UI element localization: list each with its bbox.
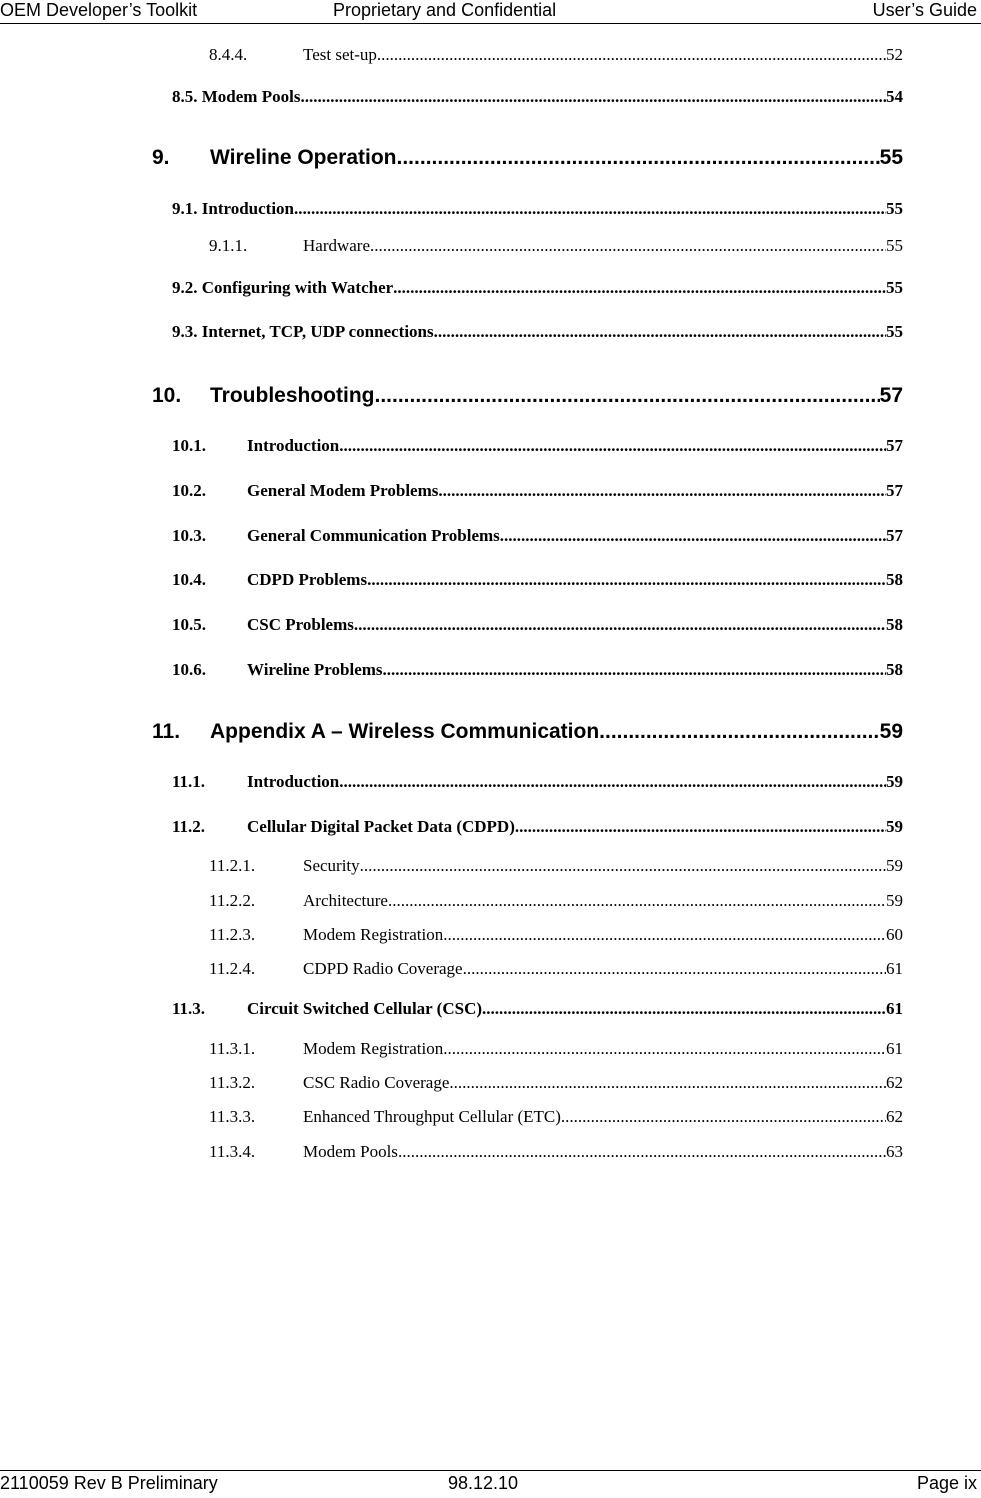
toc-entry-number: 10.6. (172, 660, 206, 679)
toc-entry-title: Introduction (247, 436, 340, 455)
dot-leader (360, 856, 886, 876)
toc-entry-title: General Communication Problems (247, 526, 500, 545)
toc-entry-number: 11.3. (172, 999, 206, 1018)
dot-leader (561, 1107, 886, 1127)
dot-leader (463, 959, 886, 979)
toc-entry-number: 11.2.2. (209, 891, 256, 910)
toc-entry-page: 62 (886, 1073, 903, 1092)
toc-entry-number: 10.5. (172, 615, 206, 634)
toc-entry-title: Introduction (247, 772, 340, 791)
page-footer (0, 1470, 981, 1498)
toc-entry-number: 11.2. (172, 817, 206, 836)
toc-entry-page: 61 (886, 999, 903, 1018)
toc-entry-number: 11.3.1. (209, 1039, 256, 1058)
toc-chapter-9[interactable] (152, 146, 903, 170)
toc-entry-10-4[interactable] (172, 570, 903, 590)
dot-leader (443, 925, 886, 945)
toc-entry-number: 11.1. (172, 772, 206, 791)
dot-leader (388, 891, 886, 911)
dot-leader (434, 322, 886, 342)
dot-leader (515, 817, 886, 837)
toc-entry-11-1[interactable] (172, 772, 903, 792)
toc-entry-title: Wireline Operation (210, 146, 397, 169)
toc-entry-title: Security (303, 856, 360, 875)
toc-entry-number: 10.2. (172, 481, 206, 500)
toc-entry-page: 59 (886, 891, 903, 910)
toc-entry-11-2-3[interactable] (209, 925, 903, 945)
footer-date: 98.12.10 (448, 1473, 519, 1493)
dot-leader (482, 999, 886, 1019)
toc-entry-page: 61 (886, 1039, 903, 1058)
toc-entry-title: Modem Registration (303, 925, 444, 944)
toc-entry-page: 55 (886, 199, 903, 218)
toc-entry-10-6[interactable] (172, 660, 903, 680)
toc-entry-page: 57 (886, 436, 903, 455)
dot-leader (354, 615, 886, 635)
toc-entry-page: 57 (886, 481, 903, 500)
toc-entry-title: Modem Pools (303, 1142, 398, 1161)
toc-chapter-11[interactable] (152, 720, 903, 744)
toc-entry-10-1[interactable] (172, 436, 903, 456)
toc-entry-page: 55 (879, 146, 903, 169)
toc-chapter-10[interactable] (152, 384, 903, 408)
dot-leader (397, 146, 880, 170)
footer-page-number: Page ix (916, 1473, 977, 1493)
toc-entry-page: 55 (886, 322, 903, 341)
toc-entry-number: 11.2.4. (209, 959, 256, 978)
toc-entry-11-2[interactable] (172, 817, 903, 837)
toc-entry-page: 54 (886, 87, 903, 106)
dot-leader (339, 772, 886, 792)
toc-entry-11-3-2[interactable] (209, 1073, 903, 1093)
toc-entry-title: CSC Problems (247, 615, 354, 634)
toc-entry-title: CDPD Radio Coverage (303, 959, 463, 978)
toc-entry-page: 61 (886, 959, 903, 978)
dot-leader (383, 660, 886, 680)
dot-leader (449, 1073, 886, 1093)
toc-entry-number: 11. (152, 720, 181, 743)
toc-entry-page: 62 (886, 1107, 903, 1126)
header-right-text: User’s Guide (872, 0, 977, 20)
toc-entry-number: 10.4. (172, 570, 206, 589)
toc-entry-number: 11.2.1. (209, 856, 256, 875)
dot-leader (500, 526, 886, 546)
header-center-text: Proprietary and Confidential (333, 0, 557, 20)
toc-entry-number: 10. (152, 384, 182, 407)
dot-leader (599, 720, 879, 744)
toc-entry-number: 11.3.4. (209, 1142, 256, 1161)
dot-leader (377, 45, 886, 65)
toc-entry-number: 9.1.1. (209, 236, 248, 255)
toc-entry-9-3[interactable] (172, 322, 903, 342)
toc-entry-number: 8.4.4. (209, 45, 248, 64)
toc-entry-title: 9.1. Introduction (172, 199, 295, 218)
toc-entry-11-2-1[interactable] (209, 856, 903, 876)
toc-entry-9-2[interactable] (172, 278, 903, 298)
toc-entry-title: Troubleshooting (210, 384, 375, 407)
toc-entry-number: 10.3. (172, 526, 206, 545)
dot-leader (443, 1039, 886, 1059)
toc-entry-page: 55 (886, 278, 903, 297)
toc-entry-page: 59 (886, 772, 903, 791)
toc-entry-8-4-4[interactable] (209, 45, 903, 65)
dot-leader (300, 87, 886, 107)
toc-entry-page: 59 (886, 817, 903, 836)
dot-leader (339, 436, 886, 456)
toc-entry-page: 57 (886, 526, 903, 545)
dot-leader (398, 1142, 886, 1162)
toc-entry-11-3[interactable] (172, 999, 903, 1019)
dot-leader (374, 384, 879, 408)
dot-leader (393, 278, 886, 298)
toc-entry-page: 58 (886, 660, 903, 679)
toc-entry-9-1-1[interactable] (209, 236, 903, 256)
dot-leader (370, 236, 886, 256)
toc-entry-title: Architecture (303, 891, 388, 910)
toc-entry-11-3-3[interactable] (209, 1107, 903, 1127)
toc-entry-title: CDPD Problems (247, 570, 368, 589)
toc-entry-page: 58 (886, 570, 903, 589)
toc-entry-title: Hardware (303, 236, 371, 255)
toc-entry-10-2[interactable] (172, 481, 903, 501)
toc-entry-title: 9.3. Internet, TCP, UDP connections (172, 322, 434, 341)
toc-entry-title: Circuit Switched Cellular (CSC) (247, 999, 483, 1018)
toc-entry-number: 10.1. (172, 436, 206, 455)
toc-entry-11-2-2[interactable] (209, 891, 903, 911)
toc-entry-11-3-1[interactable] (209, 1039, 903, 1059)
toc-entry-9-1[interactable] (172, 199, 903, 219)
toc-entry-page: 60 (886, 925, 903, 944)
toc-entry-number: 11.2.3. (209, 925, 256, 944)
toc-entry-page: 58 (886, 615, 903, 634)
toc-entry-page: 57 (879, 384, 903, 407)
footer-document-number: 2110059 Rev B Preliminary (0, 1473, 218, 1493)
toc-entry-page: 63 (886, 1142, 903, 1161)
toc-entry-number: 9. (152, 146, 170, 169)
toc-entry-title: Test set-up (303, 45, 377, 64)
toc-entry-page: 55 (886, 236, 903, 255)
toc-entry-title: 9.2. Configuring with Watcher (172, 278, 394, 297)
toc-entry-8-5[interactable] (172, 87, 903, 107)
toc-entry-page: 59 (886, 856, 903, 875)
toc-entry-title: 8.5. Modem Pools (172, 87, 301, 106)
toc-entry-11-3-4[interactable] (209, 1142, 903, 1162)
toc-entry-10-5[interactable] (172, 615, 903, 635)
dot-leader (367, 570, 886, 590)
toc-entry-number: 11.3.3. (209, 1107, 256, 1126)
toc-entry-title: General Modem Problems (247, 481, 439, 500)
toc-entry-title: Appendix A – Wireless Communication (210, 720, 600, 743)
toc-entry-title: Modem Registration (303, 1039, 444, 1058)
toc-entry-page: 52 (886, 45, 903, 64)
toc-entry-title: Enhanced Throughput Cellular (ETC) (303, 1107, 561, 1126)
header-left-text: OEM Developer’s Toolkit (0, 0, 198, 20)
toc-entry-number: 11.3.2. (209, 1073, 256, 1092)
toc-entry-page: 59 (879, 720, 903, 743)
toc-entry-11-2-4[interactable] (209, 959, 903, 979)
toc-entry-title: Cellular Digital Packet Data (CDPD) (247, 817, 515, 836)
dot-leader (294, 199, 886, 219)
dot-leader (438, 481, 886, 501)
toc-entry-title: CSC Radio Coverage (303, 1073, 450, 1092)
toc-entry-10-3[interactable] (172, 526, 903, 546)
toc-entry-title: Wireline Problems (247, 660, 383, 679)
